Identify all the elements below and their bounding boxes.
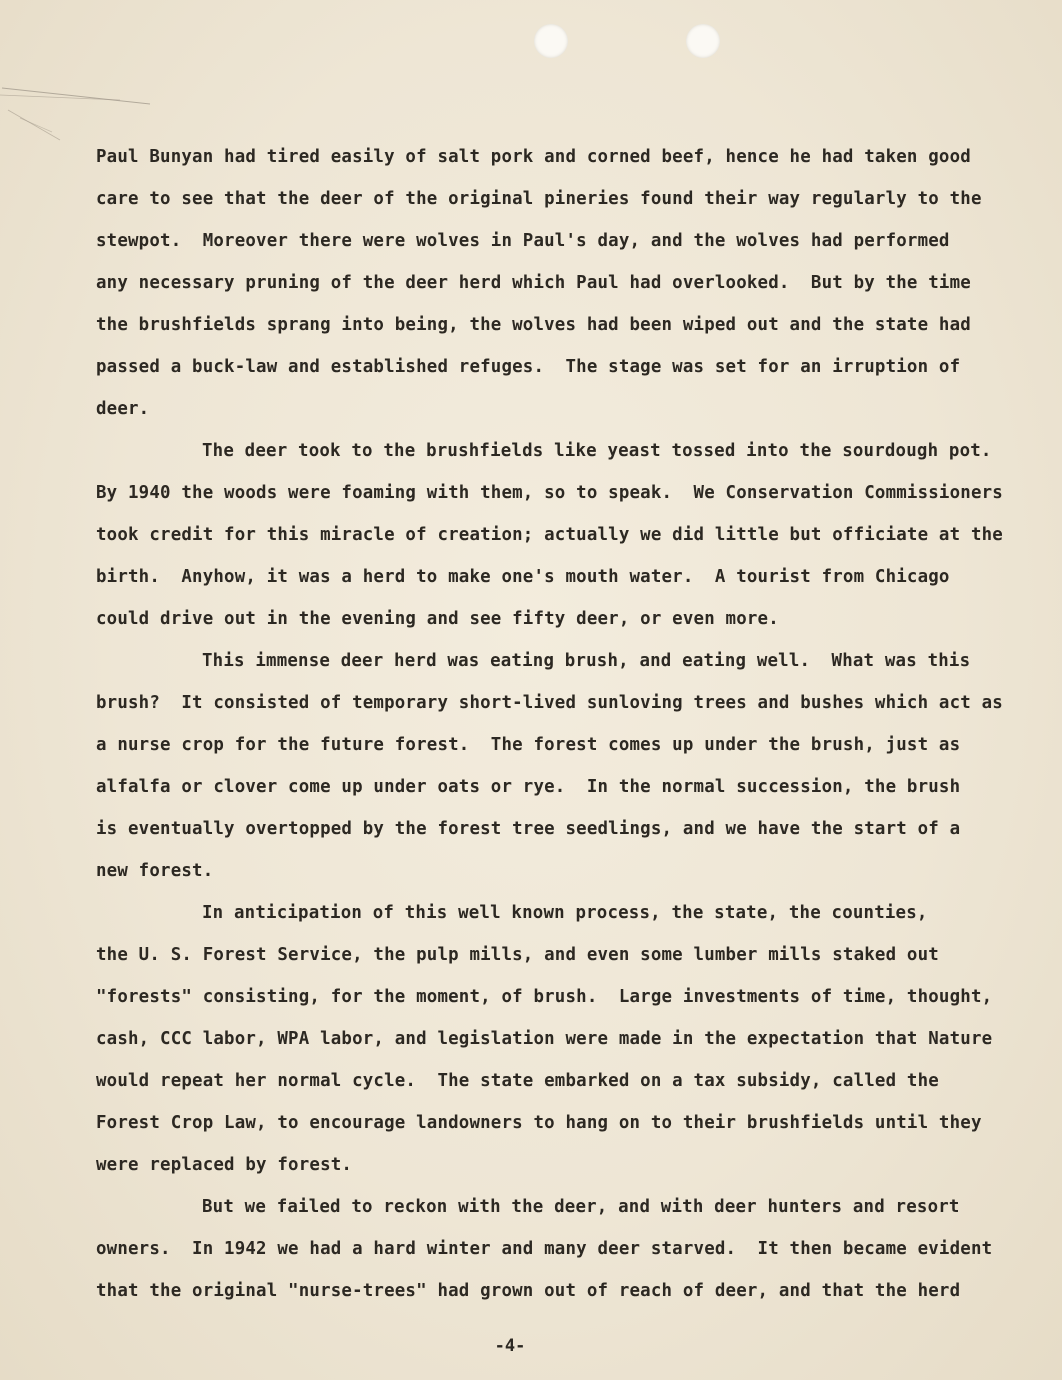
page-number: -4- xyxy=(494,1336,526,1356)
paragraphs-container xyxy=(96,136,1012,1312)
punch-hole-right xyxy=(686,24,720,58)
text-line: cash, CCC labor, WPA labor, and legislation were made in the expectation that Nature xyxy=(96,1029,993,1049)
text-line: were replaced by forest. xyxy=(96,1155,353,1175)
text-line: But we failed to reckon with the deer, and with deer hunters and resort xyxy=(202,1197,960,1217)
text-line: The deer took to the brushfields like yeast tossed into the sourdough pot. xyxy=(202,441,992,461)
text-line: alfalfa or clover come up under oats or rye. In the normal succession, the brush xyxy=(96,777,961,797)
text-line: that the original "nurse-trees" had grown out of reach of deer, and that the herd xyxy=(96,1281,961,1301)
body-text xyxy=(96,136,1012,1312)
text-line: the brushfields sprang into being, the wolves had been wiped out and the state had xyxy=(96,315,971,335)
text-line: care to see that the deer of the original pineries found their way regularly to the xyxy=(96,189,982,209)
text-line: brush? It consisted of temporary short-lived sunloving trees and bushes which act as xyxy=(96,693,1003,713)
text-line: the U. S. Forest Service, the pulp mills, and even some lumber mills staked out xyxy=(96,945,939,965)
text-line: This immense deer herd was eating brush, and eating well. What was this xyxy=(202,651,971,671)
text-line: By 1940 the woods were foaming with them, so to speak. We Conservation Commissioners xyxy=(96,483,1003,503)
text-line: would repeat her normal cycle. The state embarked on a tax subsidy, called the xyxy=(96,1071,939,1091)
text-line: a nurse crop for the future forest. The forest comes up under the brush, just as xyxy=(96,735,961,755)
paragraph-1 xyxy=(96,136,1012,430)
text-line: new forest. xyxy=(96,861,214,881)
paragraph-2 xyxy=(96,430,1012,640)
text-line: owners. In 1942 we had a hard winter and many deer starved. It then became evident xyxy=(96,1239,993,1259)
text-line: stewpot. Moreover there were wolves in Paul's day, and the wolves had performed xyxy=(96,231,950,251)
paragraph-3 xyxy=(96,640,1012,892)
text-line: In anticipation of this well known process, the state, the counties, xyxy=(202,903,928,923)
paragraph-4 xyxy=(96,892,1012,1186)
text-line: took credit for this miracle of creation; actually we did little but officiate at the xyxy=(96,525,1003,545)
text-line: birth. Anyhow, it was a herd to make one's mouth water. A tourist from Chicago xyxy=(96,567,950,587)
text-line: passed a buck-law and established refuges. The stage was set for an irruption of xyxy=(96,357,961,377)
text-line: Forest Crop Law, to encourage landowners to hang on to their brushfields until they xyxy=(96,1113,982,1133)
punch-hole-left xyxy=(534,24,568,58)
text-line: any necessary pruning of the deer herd which Paul had overlooked. But by the time xyxy=(96,273,971,293)
text-line: is eventually overtopped by the forest tree seedlings, and we have the start of a xyxy=(96,819,961,839)
paragraph-5 xyxy=(96,1186,1012,1312)
text-line: deer. xyxy=(96,399,150,419)
text-line: could drive out in the evening and see fifty deer, or even more. xyxy=(96,609,779,629)
text-line: Paul Bunyan had tired easily of salt pork and corned beef, hence he had taken good xyxy=(96,147,971,167)
text-line: "forests" consisting, for the moment, of brush. Large investments of time, thought, xyxy=(96,987,993,1007)
